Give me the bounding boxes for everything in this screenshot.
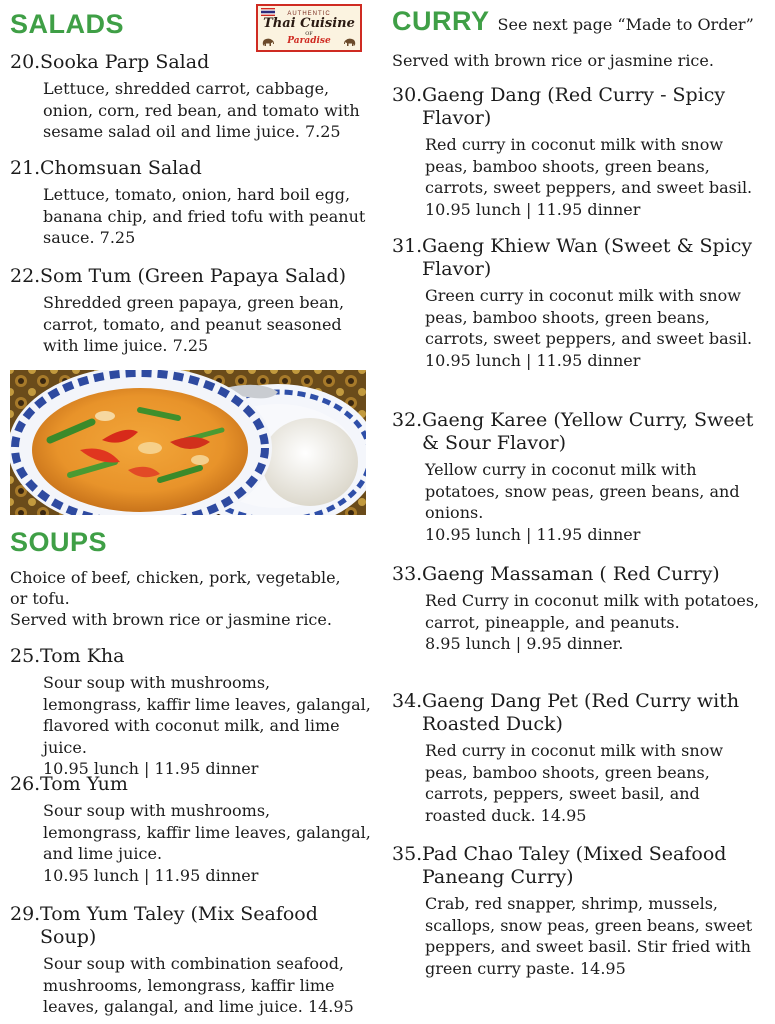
menu-item-32 bbox=[392, 409, 762, 545]
salads-heading: SALADS bbox=[10, 9, 125, 39]
item-number: 34. bbox=[392, 690, 423, 712]
logo-text-of: OF bbox=[305, 30, 313, 37]
item-number: 29. bbox=[10, 903, 41, 925]
menu-item-34 bbox=[392, 690, 762, 826]
item-number: 22. bbox=[10, 265, 41, 287]
item-number: 35. bbox=[392, 843, 423, 865]
item-name: Sooka Parp Salad bbox=[40, 51, 210, 73]
item-description: Sour soup with mushrooms, lemongrass, kaffir lime leaves, galangal, and lime juice. bbox=[43, 801, 371, 863]
soups-intro-line: Choice of beef, chicken, pork, vegetable, or tofu. bbox=[10, 568, 341, 608]
logo-text-paradise: Paradise bbox=[287, 35, 331, 46]
menu-item-21 bbox=[10, 157, 372, 249]
item-name: Gaeng Massaman ( Red Curry) bbox=[422, 563, 720, 585]
item-number: 25. bbox=[10, 645, 41, 667]
elephant-icon bbox=[343, 37, 357, 47]
item-name: Gaeng Khiew Wan (Sweet & Spicy Flavor) bbox=[422, 235, 753, 280]
item-name: Tom Yum bbox=[40, 773, 128, 795]
item-name: Pad Chao Taley (Mixed Seafood Paneang Curry) bbox=[422, 843, 727, 888]
item-price: 10.95 lunch | 11.95 dinner bbox=[43, 865, 259, 885]
item-name: Gaeng Dang (Red Curry - Spicy Flavor) bbox=[422, 84, 726, 129]
item-description: Red curry in coconut milk with snow peas, bamboo shoots, green beans, carrots, peppers, sweet basil, and roasted duck. 14.95 bbox=[425, 741, 724, 825]
soups-heading: SOUPS bbox=[10, 527, 108, 557]
item-description: Red curry in coconut milk with snow peas, bamboo shoots, green beans, carrots, sweet peppers, and sweet basil. bbox=[425, 135, 753, 197]
curry-intro: Served with brown rice or jasmine rice. bbox=[392, 51, 714, 70]
menu-item-26 bbox=[10, 773, 372, 886]
item-description: Sour soup with mushrooms, lemongrass, kaffir lime leaves, galangal, flavored with coconut milk, and lime juice. bbox=[43, 673, 371, 757]
menu-item-20 bbox=[10, 51, 372, 143]
curry-heading: CURRY bbox=[392, 6, 490, 36]
item-number: 21. bbox=[10, 157, 41, 179]
item-number: 31. bbox=[392, 235, 423, 257]
item-number: 33. bbox=[392, 563, 423, 585]
item-description: Lettuce, tomato, onion, hard boil egg, banana chip, and fried tofu with peanut sauce. 7.25 bbox=[43, 185, 366, 247]
item-price: 10.95 lunch | 11.95 dinner bbox=[425, 199, 641, 219]
item-description: Green curry in coconut milk with snow peas, bamboo shoots, green beans, carrots, sweet peppers, and sweet basil. bbox=[425, 286, 753, 348]
menu-item-33 bbox=[392, 563, 762, 654]
elephant-icon bbox=[261, 37, 275, 47]
menu-item-25 bbox=[10, 645, 372, 779]
item-price: 10.95 lunch | 11.95 dinner bbox=[425, 350, 641, 370]
item-description: Sour soup with combination seafood, mushrooms, lemongrass, kaffir lime leaves, galangal, and lime juice. 14.95 bbox=[43, 954, 354, 1016]
item-name: Som Tum (Green Papaya Salad) bbox=[40, 265, 347, 287]
item-name: Chomsuan Salad bbox=[40, 157, 202, 179]
item-price: 10.95 lunch | 11.95 dinner bbox=[43, 759, 259, 778]
item-description: Crab, red snapper, shrimp, mussels, scallops, snow peas, green beans, sweet peppers, and sweet basil. Stir fried with green curry paste. 14.95 bbox=[425, 894, 753, 978]
menu-item-35 bbox=[392, 843, 762, 979]
curry-dish-image bbox=[10, 370, 366, 515]
menu-item-22 bbox=[10, 265, 372, 357]
item-number: 30. bbox=[392, 84, 423, 106]
item-description: Yellow curry in coconut milk with potatoes, snow peas, green beans, and onions. bbox=[425, 460, 740, 522]
item-number: 20. bbox=[10, 51, 41, 73]
soups-intro bbox=[10, 567, 350, 630]
item-description: Lettuce, shredded carrot, cabbage, onion, corn, red bean, and tomato with sesame salad oil and lime juice. 7.25 bbox=[43, 79, 360, 141]
menu-item-31 bbox=[392, 235, 762, 371]
curry-photo bbox=[10, 370, 366, 515]
logo-text-authentic: AUTHENTIC bbox=[287, 10, 331, 17]
menu-item-30 bbox=[392, 84, 762, 220]
item-price: 8.95 lunch | 9.95 dinner. bbox=[425, 634, 624, 653]
soups-intro-line: Served with brown rice or jasmine rice. bbox=[10, 610, 332, 629]
thai-flag-icon bbox=[261, 8, 275, 16]
item-price: 10.95 lunch | 11.95 dinner bbox=[425, 524, 641, 544]
curry-note: See next page “Made to Order” bbox=[497, 15, 754, 34]
item-number: 32. bbox=[392, 409, 423, 431]
item-number: 26. bbox=[10, 773, 41, 795]
menu-item-29 bbox=[10, 903, 372, 1018]
item-name: Gaeng Karee (Yellow Curry, Sweet & Sour Flavor) bbox=[422, 409, 754, 454]
logo-text-thai-cuisine: Thai Cuisine bbox=[263, 15, 355, 31]
item-name: Tom Yum Taley (Mix Seafood Soup) bbox=[40, 903, 318, 948]
restaurant-logo bbox=[256, 4, 362, 52]
item-description: Red Curry in coconut milk with potatoes, carrot, pineapple, and peanuts. bbox=[425, 591, 760, 632]
item-description: Shredded green papaya, green bean, carrot, tomato, and peanut seasoned with lime juice. 7.25 bbox=[43, 293, 345, 355]
item-name: Tom Kha bbox=[40, 645, 125, 667]
curry-header bbox=[392, 8, 754, 35]
item-name: Gaeng Dang Pet (Red Curry with Roasted Duck) bbox=[422, 690, 740, 735]
